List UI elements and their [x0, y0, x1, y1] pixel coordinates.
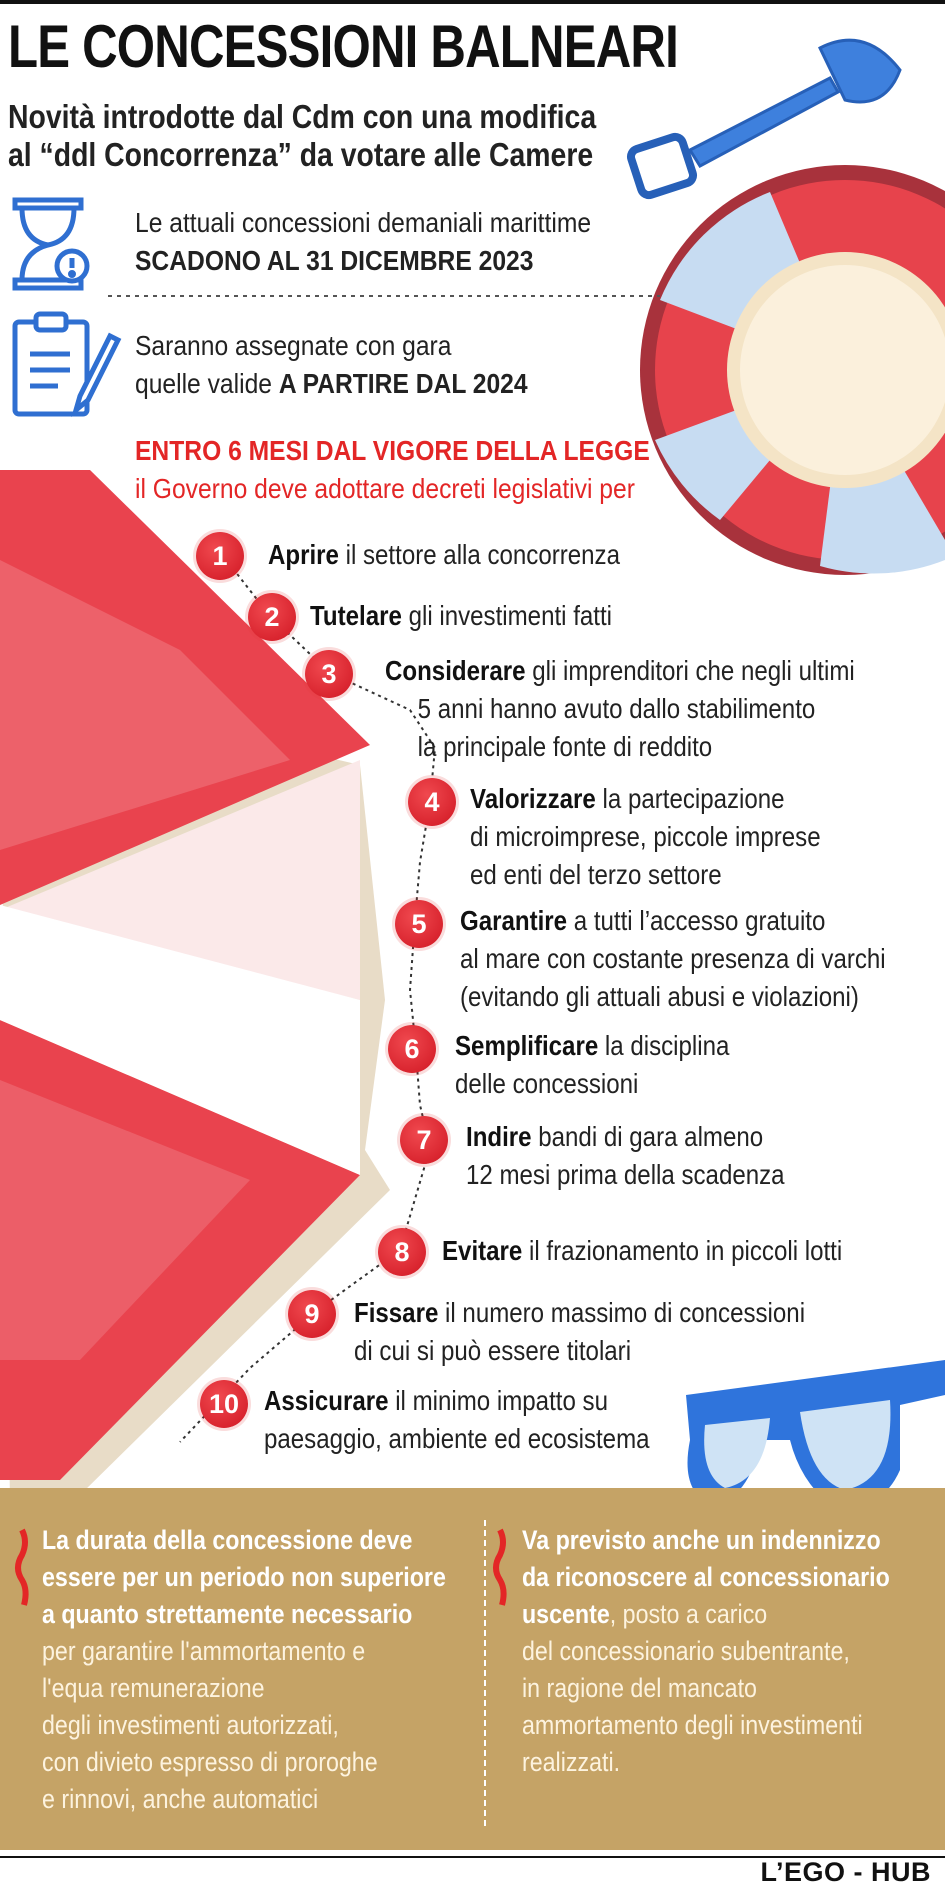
notes-divider: [484, 1520, 486, 1826]
tender-line-1: Saranno assegnate con gara: [135, 330, 452, 361]
tender-start: A PARTIRE DAL 2024: [278, 368, 528, 399]
marker-right-icon: [496, 1530, 504, 1605]
note-duration-text-2: l'equa remunerazione: [42, 1673, 265, 1703]
step-4-text-3: ed enti del terzo settore: [470, 859, 722, 890]
step-badge-7: 7: [400, 1116, 448, 1164]
step-9-text-2: di cui si può essere titolari: [354, 1335, 632, 1366]
step-4-text-2: di microimprese, piccole imprese: [470, 821, 821, 852]
note-indemnity-text-1: del concessionario subentrante,: [522, 1636, 850, 1666]
step-badge-10: 10: [200, 1380, 248, 1428]
note-indemnity-bold-3: uscente: [522, 1599, 610, 1629]
step-10-verb: Assicurare: [264, 1385, 389, 1416]
note-indemnity-text-4: realizzati.: [522, 1747, 621, 1777]
step-7-text-2: 12 mesi prima della scadenza: [466, 1159, 785, 1190]
step-3-text-3: la principale fonte di reddito: [417, 731, 713, 762]
note-indemnity: [522, 1522, 890, 1781]
note-duration-bold-1: La durata della concessione deve: [42, 1525, 413, 1555]
step-9-text-1: il numero massimo di concessioni: [438, 1297, 806, 1328]
step-3-text-1: gli imprenditori che negli ultimi: [525, 655, 855, 686]
marker-left-icon: [18, 1530, 26, 1605]
note-indemnity-text-3: ammortamento degli investimenti: [522, 1710, 863, 1740]
step-4-verb: Valorizzare: [470, 783, 596, 814]
step-2-text-1: gli investimenti fatti: [401, 600, 613, 631]
step-7-verb: Indire: [466, 1121, 532, 1152]
step-badge-4: 4: [408, 778, 456, 826]
step-6-text-1: la disciplina: [598, 1030, 730, 1061]
step-10-text-1: il minimo impatto su: [388, 1385, 608, 1416]
step-badge-1: 1: [196, 532, 244, 580]
page-title: LE CONCESSIONI BALNEARI: [8, 13, 678, 80]
note-indemnity-line-3: [522, 1596, 890, 1633]
step-badge-9: 9: [288, 1290, 336, 1338]
deadline-subtitle: il Governo deve adottare decreti legislativi per: [135, 473, 635, 504]
step-5-text-2: al mare con costante presenza di varchi: [460, 943, 886, 974]
tender-line-2-text: quelle valide: [135, 368, 279, 399]
step-3-verb: Considerare: [385, 655, 526, 686]
note-duration-bold-2: essere per un periodo non superiore: [42, 1562, 446, 1592]
step-1-text-1: il settore alla concorrenza: [338, 539, 620, 570]
step-3-text-2: 5 anni hanno avuto dallo stabilimento: [417, 693, 816, 724]
expiry-line-1: Le attuali concessioni demaniali marittime: [135, 207, 592, 238]
step-badge-8: 8: [378, 1228, 426, 1276]
step-1-verb: Aprire: [268, 539, 339, 570]
step-8-verb: Evitare: [442, 1235, 523, 1266]
step-9-verb: Fissare: [354, 1297, 439, 1328]
step-5-text-3: (evitando gli attuali abusi e violazioni): [460, 981, 859, 1012]
step-5-verb: Garantire: [460, 905, 568, 936]
note-duration-text-4: con divieto espresso di proroghe: [42, 1747, 378, 1777]
step-badge-3: 3: [305, 650, 353, 698]
note-duration-text-3: degli investimenti autorizzati,: [42, 1710, 339, 1740]
step-8-text-1: il frazionamento in piccoli lotti: [522, 1235, 843, 1266]
note-indemnity-bold-2: da riconoscere al concessionario: [522, 1562, 890, 1592]
step-6-verb: Semplificare: [455, 1030, 599, 1061]
brand-credit: L’EGO - HUB: [760, 1857, 931, 1887]
note-duration: [42, 1522, 446, 1818]
step-badge-2: 2: [248, 593, 296, 641]
expiry-date: SCADONO AL 31 DICEMBRE 2023: [135, 245, 534, 276]
step-badge-6: 6: [388, 1025, 436, 1073]
step-10-text-2: paesaggio, ambiente ed ecosistema: [264, 1423, 650, 1454]
deadline-text: ENTRO 6 MESI DAL VIGORE DELLA LEGGE: [135, 435, 650, 466]
note-duration-text-5: e rinnovi, anche automatici: [42, 1784, 319, 1814]
note-indemnity-bold-1: Va previsto anche un indennizzo: [522, 1525, 881, 1555]
note-duration-bold-3: a quanto strettamente necessario: [42, 1599, 413, 1629]
note-duration-text-1: per garantire l'ammortamento e: [42, 1636, 366, 1666]
note-indemnity-tail: , posto a carico: [609, 1599, 768, 1629]
step-7-text-1: bandi di gara almeno: [531, 1121, 764, 1152]
step-2-verb: Tutelare: [310, 600, 402, 631]
step-6-text-2: delle concessioni: [455, 1068, 639, 1099]
step-5-text-1: a tutti l’accesso gratuito: [567, 905, 826, 936]
step-badge-5: 5: [395, 900, 443, 948]
subtitle-line-2: al “ddl Concorrenza” da votare alle Camere: [8, 136, 594, 173]
subtitle-line-1: Novità introdotte dal Cdm con una modifica: [8, 98, 597, 135]
note-indemnity-text-2: in ragione del mancato: [522, 1673, 757, 1703]
step-4-text-1: la partecipazione: [595, 783, 785, 814]
